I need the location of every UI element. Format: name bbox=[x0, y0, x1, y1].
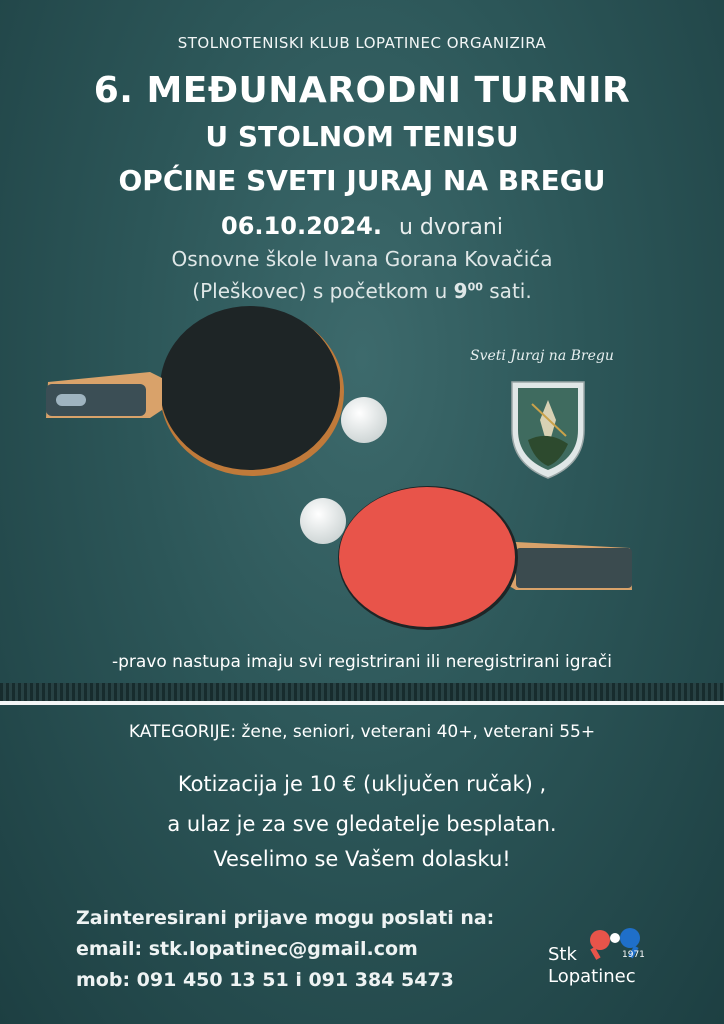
ball-2 bbox=[300, 498, 346, 544]
contact-phone[interactable]: mob: 091 450 13 51 i 091 384 5473 bbox=[76, 969, 454, 991]
venue-line-2-prefix: (Pleškovec) s početkom u bbox=[192, 279, 448, 303]
logo-stk: Stk bbox=[548, 944, 577, 965]
logo-name: Lopatinec bbox=[548, 966, 636, 987]
start-minutes: 00 bbox=[467, 280, 483, 294]
start-hour: 9 bbox=[453, 279, 468, 303]
net-tape bbox=[0, 701, 724, 705]
eligibility-note: -pravo nastupa imaju svi registrirani ili neregistrirani igrači bbox=[111, 652, 612, 672]
red-paddle bbox=[338, 486, 632, 630]
contact-intro: Zainteresirani prijave mogu poslati na: bbox=[76, 907, 495, 929]
title-line-3: OPĆINE SVETI JURAJ NA BREGU bbox=[118, 164, 606, 197]
municipality-crest bbox=[512, 382, 584, 478]
logo-year: 1971 bbox=[622, 950, 645, 960]
venue-line-2-suffix: sati. bbox=[489, 279, 532, 303]
fee-line-3: Veselimo se Vašem dolasku! bbox=[213, 847, 511, 871]
categories-line: KATEGORIJE: žene, seniori, veterani 40+, veterani 55+ bbox=[128, 722, 596, 742]
date-suffix: u dvorani bbox=[398, 215, 503, 240]
club-logo bbox=[548, 922, 658, 992]
fee-line-2: a ulaz je za sve gledatelje besplatan. bbox=[167, 812, 557, 836]
organizer-line: STOLNOTENISKI KLUB LOPATINEC ORGANIZIRA bbox=[177, 34, 547, 52]
title-line-2: U STOLNOM TENISU bbox=[205, 120, 519, 153]
event-date: 06.10.2024. bbox=[221, 212, 382, 240]
title-line-1: 6. MEĐUNARODNI TURNIR bbox=[93, 70, 631, 111]
fee-line-1: Kotizacija je 10 € (uključen ručak) , bbox=[177, 772, 547, 796]
crest-caption: Sveti Juraj na Bregu bbox=[470, 348, 614, 364]
ball-1 bbox=[341, 397, 387, 443]
venue-line-1: Osnovne škole Ivana Gorana Kovačića bbox=[171, 247, 553, 271]
contact-email[interactable]: email: stk.lopatinec@gmail.com bbox=[76, 938, 418, 960]
black-paddle bbox=[46, 306, 344, 476]
